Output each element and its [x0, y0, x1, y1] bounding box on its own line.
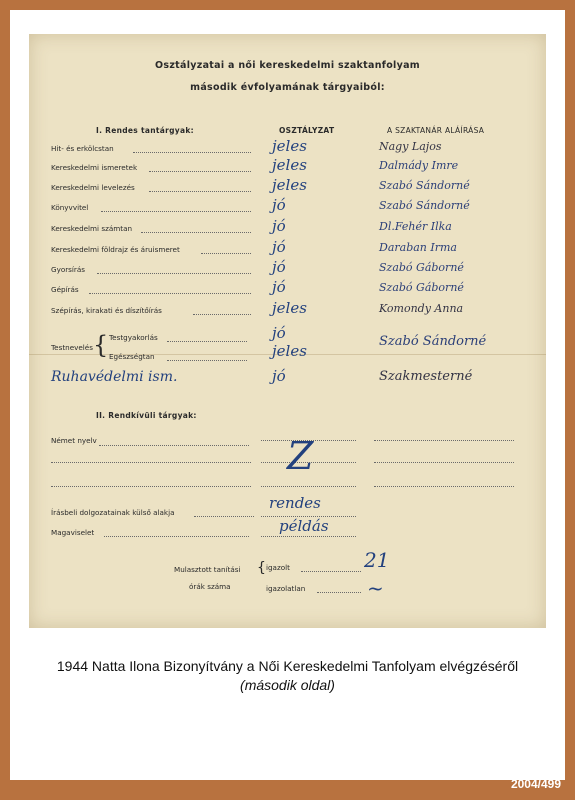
teacher-signature: Szabó Sándorné — [379, 199, 470, 212]
extra-subject-signature: Szakmesterné — [379, 369, 473, 384]
blank-line — [374, 486, 514, 487]
leader-dots — [141, 232, 251, 233]
justified-label: igazolt — [266, 563, 290, 572]
certificate-page — [29, 34, 546, 628]
subject-label: Kereskedelmi számtan — [51, 224, 133, 233]
subject-label: Gépírás — [51, 285, 79, 294]
conduct-value: példás — [279, 517, 329, 535]
subject-grade: jó — [272, 217, 286, 235]
subject-label: Szépírás, kirakati és díszítőírás — [51, 306, 162, 315]
blank-line — [51, 462, 251, 463]
absence-label-1: Mulasztott tanítási — [174, 565, 241, 574]
subject-label: Hit- és erkölcstan — [51, 144, 114, 153]
caption-line2: (második oldal) — [240, 677, 335, 693]
conduct-label: Magaviselet — [51, 528, 95, 537]
leader-dots — [193, 314, 251, 315]
teacher-signature: Dl.Fehér Ilka — [379, 220, 452, 233]
extra-subject-grade: jó — [272, 367, 286, 385]
subject-label: Gyorsírás — [51, 265, 86, 274]
leader-dots — [149, 171, 251, 172]
leader-dots — [167, 341, 247, 342]
leader-dots — [104, 536, 249, 537]
subject-label: Kereskedelmi levelezés — [51, 183, 135, 192]
document-title-line2: második évfolyamának tárgyaiból: — [190, 82, 385, 93]
caption-line1: 1944 Natta Ilona Bizonyítvány a Női Kereskedelmi Tanfolyam elvégzéséről — [56, 658, 519, 674]
leader-dots — [101, 211, 251, 212]
teacher-signature: Daraban Irma — [379, 241, 457, 254]
leader-dots — [201, 253, 251, 254]
teacher-signature: Dalmády Imre — [379, 159, 459, 172]
unjustified-label: igazolatlan — [266, 584, 306, 593]
pe-label: Testnevelés — [51, 343, 93, 352]
subject-label: Kereskedelmi ismeretek — [51, 163, 138, 172]
pe-sub-label-1: Testgyakorlás — [109, 333, 158, 342]
blank-line — [374, 462, 514, 463]
leader-dots — [133, 152, 251, 153]
pe-grade-2: jeles — [272, 342, 307, 360]
leader-dots — [317, 592, 361, 593]
leader-dots — [301, 571, 361, 572]
subject-label: Kereskedelmi földrajz és áruismeret — [51, 245, 180, 254]
archive-code: 2004/499 — [510, 777, 561, 791]
unjustified-value: ~ — [367, 576, 384, 600]
subject-grade: jeles — [272, 176, 307, 194]
brace-symbol: { — [257, 560, 266, 576]
subject-grade: jó — [272, 238, 286, 256]
column-header-signature: A SZAKTANÁR ALÁÍRÁSA — [387, 126, 485, 135]
subject-label: Könyvvitel — [51, 203, 89, 212]
written-work-value: rendes — [269, 494, 321, 512]
subject-grade: jeles — [272, 156, 307, 174]
teacher-signature: Nagy Lajos — [379, 140, 442, 153]
subject-grade: jeles — [272, 137, 307, 155]
pe-signature: Szabó Sándorné — [379, 334, 487, 349]
teacher-signature: Szabó Gáborné — [379, 281, 464, 294]
document-title-line1: Osztályzatai a női kereskedelmi szaktanfolyam — [155, 60, 420, 71]
subject-grade: jó — [272, 278, 286, 296]
column-header-grade: OSZTÁLYZAT — [279, 126, 335, 135]
subject-grade: jeles — [272, 299, 307, 317]
leader-dots — [89, 293, 251, 294]
blank-line — [374, 440, 514, 441]
section-extra-subjects: II. Rendkívüli tárgyak: — [96, 411, 197, 420]
blank-line — [261, 486, 356, 487]
blank-line — [261, 536, 356, 537]
section-regular-subjects: I. Rendes tantárgyak: — [96, 126, 194, 135]
german-label: Német nyelv — [51, 436, 97, 445]
written-work-label: Írásbeli dolgozatainak külső alakja — [51, 508, 175, 517]
brace-symbol: { — [93, 331, 109, 359]
absence-label-2: órák száma — [189, 582, 231, 591]
justified-value: 21 — [364, 548, 390, 572]
teacher-signature: Szabó Gáborné — [379, 261, 464, 274]
pe-grade-1: jó — [272, 324, 286, 342]
subject-grade: jó — [272, 196, 286, 214]
pe-sub-label-2: Egészségtan — [109, 352, 155, 361]
blank-line — [51, 486, 251, 487]
teacher-signature: Szabó Sándorné — [379, 179, 470, 192]
subject-grade: jó — [272, 258, 286, 276]
leader-dots — [194, 516, 254, 517]
teacher-signature: Komondy Anna — [379, 302, 464, 315]
leader-dots — [97, 273, 251, 274]
leader-dots — [99, 445, 249, 446]
leader-dots — [149, 191, 251, 192]
extra-subject-handwritten: Ruhavédelmi ism. — [51, 369, 178, 385]
leader-dots — [167, 360, 247, 361]
cancel-mark: Z — [287, 434, 314, 478]
